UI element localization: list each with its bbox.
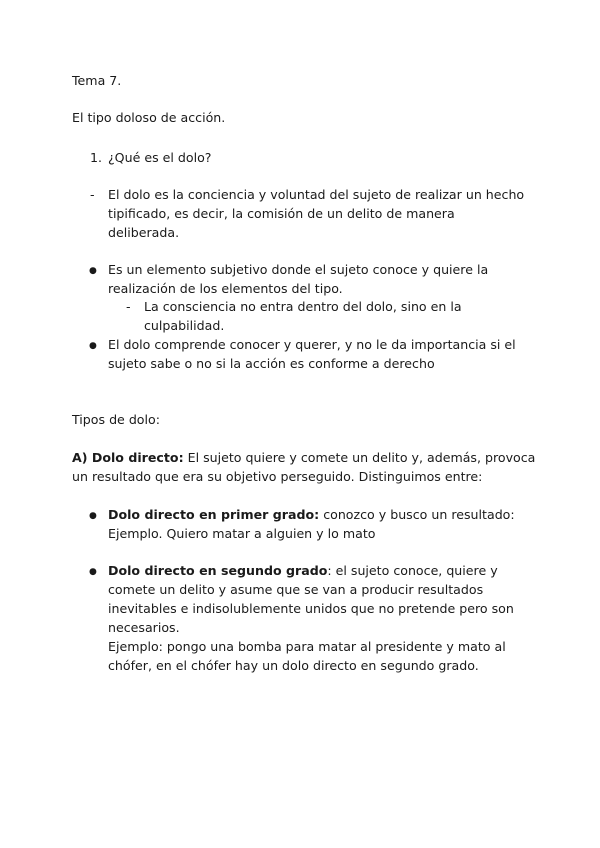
second-degree-text: : el sujeto conoce, quiere y bbox=[327, 563, 498, 578]
paragraph-line: chófer, en el chófer hay un dolo directo en segundo grado. bbox=[108, 658, 479, 673]
paragraph-line: Es un elemento subjetivo donde el sujeto conoce y quiere la bbox=[108, 262, 489, 277]
paragraph-line: un resultado que era su objetivo perseguido. Distinguimos entre: bbox=[72, 469, 483, 484]
bullet-icon: ● bbox=[89, 511, 97, 521]
list-number: 1. bbox=[90, 150, 103, 165]
paragraph-line: comete un delito y asume que se van a producir resultados bbox=[108, 582, 484, 597]
paragraph-line: El dolo comprende conocer y querer, y no le da importancia si el bbox=[108, 337, 516, 352]
bullet-icon: ● bbox=[89, 341, 97, 351]
bullet-icon: ● bbox=[89, 266, 97, 276]
topic-heading: Tema 7. bbox=[72, 73, 122, 88]
paragraph-line: La consciencia no entra dentro del dolo, sino en la bbox=[144, 299, 462, 314]
paragraph-line: deliberada. bbox=[108, 225, 180, 240]
second-degree-line bbox=[108, 561, 498, 580]
section-a-text: El sujeto quiere y comete un delito y, además, provoca bbox=[183, 450, 536, 465]
section-subtitle: El tipo doloso de acción. bbox=[72, 110, 226, 125]
types-heading: Tipos de dolo: bbox=[72, 412, 160, 427]
paragraph-line: Ejemplo. Quiero matar a alguien y lo mato bbox=[108, 526, 376, 541]
first-degree-label: Dolo directo en primer grado: bbox=[108, 507, 320, 522]
paragraph-line: realización de los elementos del tipo. bbox=[108, 281, 343, 296]
dash-marker: - bbox=[126, 299, 131, 314]
question-text: ¿Qué es el dolo? bbox=[108, 150, 212, 165]
paragraph-line: necesarios. bbox=[108, 620, 180, 635]
dash-marker: - bbox=[90, 187, 95, 202]
section-a-line bbox=[72, 448, 535, 467]
first-degree-text: conozco y busco un resultado: bbox=[319, 507, 515, 522]
section-a-label: A) Dolo directo: bbox=[72, 450, 184, 465]
paragraph-line: culpabilidad. bbox=[144, 318, 225, 333]
paragraph-line: inevitables e indisolublemente unidos que no pretende pero son bbox=[108, 601, 514, 616]
paragraph-line: tipificado, es decir, la comisión de un delito de manera bbox=[108, 206, 455, 221]
paragraph-line: sujeto sabe o no si la acción es conforme a derecho bbox=[108, 356, 435, 371]
paragraph-line: El dolo es la conciencia y voluntad del sujeto de realizar un hecho bbox=[108, 187, 525, 202]
first-degree-line bbox=[108, 505, 515, 524]
bullet-icon: ● bbox=[89, 567, 97, 577]
second-degree-label: Dolo directo en segundo grado bbox=[108, 563, 328, 578]
paragraph-line: Ejemplo: pongo una bomba para matar al presidente y mato al bbox=[108, 639, 506, 654]
